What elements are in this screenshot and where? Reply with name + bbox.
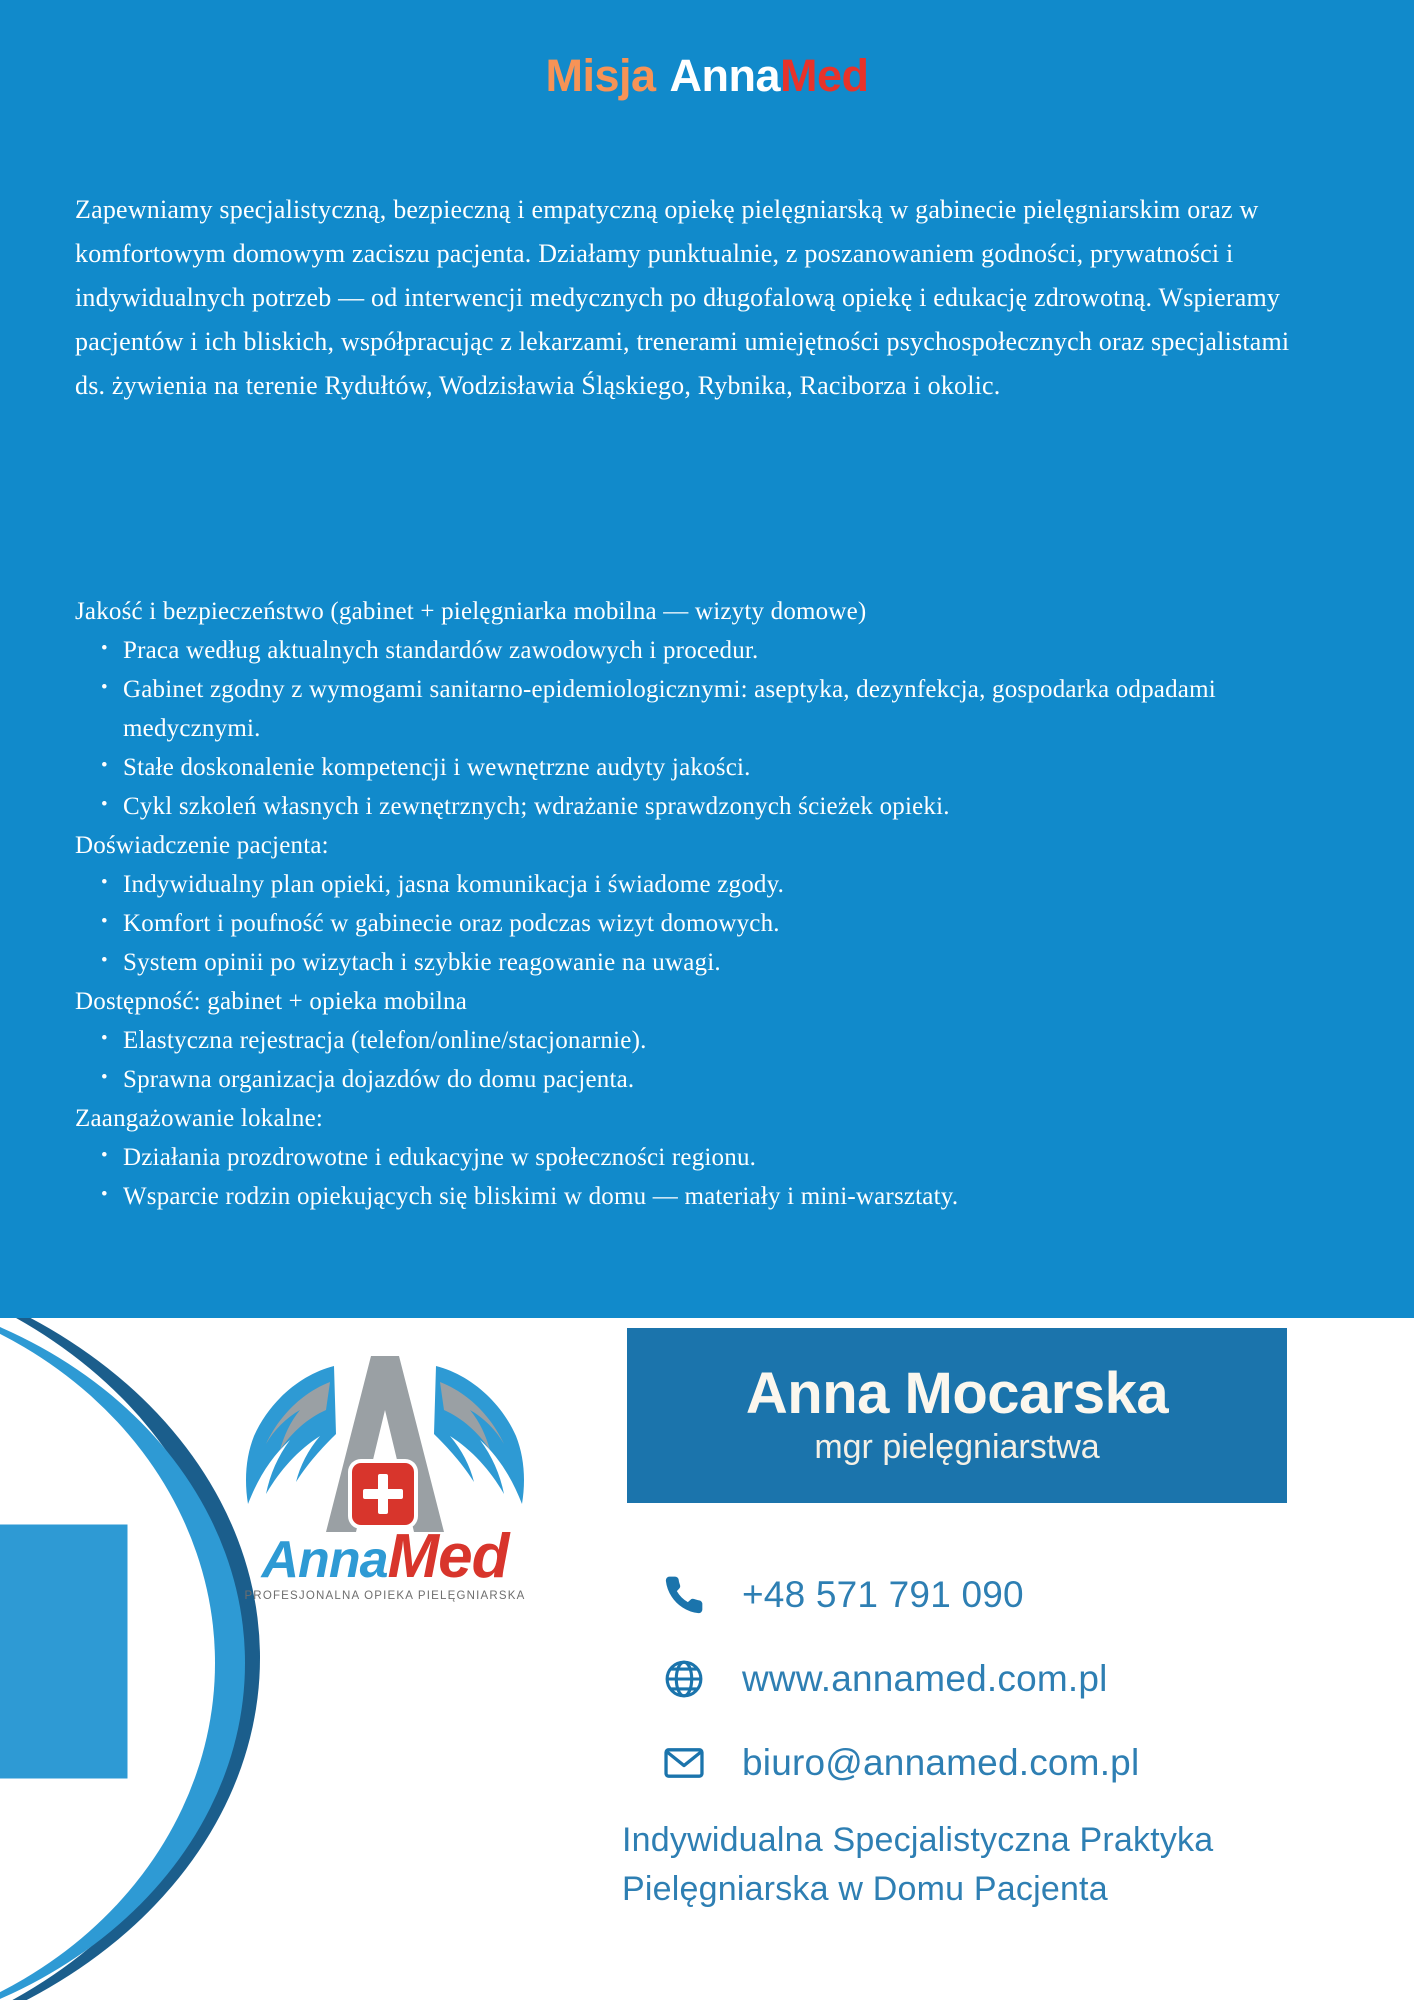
wing-right-icon: [432, 1360, 528, 1510]
contact-row-phone[interactable]: [660, 1553, 1360, 1637]
list-item: • Stałe doskonalenie kompetencji i wewnętrzne audyty jakości.: [75, 748, 1345, 787]
logo-tagline: PROFESJONALNA OPIEKA PIELĘGNIARSKA: [244, 1590, 526, 1602]
logo-wordmark: [240, 1522, 530, 1591]
section-quality: [75, 592, 1345, 826]
section-local-engagement: [75, 1099, 1345, 1216]
person-name: Anna Mocarska: [745, 1361, 1169, 1427]
title-part-anna: Anna: [669, 50, 781, 101]
contact-row-website[interactable]: [660, 1637, 1360, 1721]
contact-row-email[interactable]: [660, 1721, 1360, 1805]
person-degree: mgr pielęgniarstwa: [814, 1428, 1100, 1467]
section-heading: Dostępność: gabinet + opieka mobilna: [75, 988, 468, 1015]
title-part-misja: Misja: [545, 50, 656, 101]
mission-paragraph: Zapewniamy specjalistyczną, bezpieczną i empatyczną opiekę pielęgniarską w gabinecie pielęgniarskim oraz w komfortowym domowym zaciszu pacjenta. Działamy punktualnie, z poszanowaniem godności, prywatności i indywidualnych potrzeb — od interwencji medycznych po długofalową opiekę i edukację zdrowotną. Wspieramy pacjentów i ich bliskich, współpracując z lekarzami, trenerami umiejętności psychospołecznych oraz specjalistami ds. żywienia na terenie Rydułtów, Wodzisławia Śląskiego, Rybnika, Raciborza i okolic.: [75, 195, 1290, 400]
section-heading: Zaangażowanie lokalne:: [75, 1105, 324, 1132]
globe-icon: [660, 1655, 708, 1703]
phone-value[interactable]: +48 571 791 090: [742, 1574, 1024, 1615]
tagline-line-1: Indywidualna Specjalistyczna Praktyka: [622, 1821, 1214, 1859]
practice-tagline: [622, 1816, 1382, 1914]
list-item: • Indywidualny plan opieki, jasna komunikacja i świadome zgody.: [75, 865, 1345, 904]
tagline-line-2: Pielęgniarska w Domu Pacjenta: [622, 1870, 1108, 1908]
list-item: • Elastyczna rejestracja (telefon/online/stacjonarnie).: [75, 1021, 1345, 1060]
title-part-med: Med: [780, 50, 869, 101]
name-banner: [627, 1328, 1287, 1503]
list-item: • Cykl szkoleń własnych i zewnętrznych; wdrażanie sprawdzonych ścieżek opieki.: [75, 787, 1345, 826]
email-value[interactable]: biuro@annamed.com.pl: [742, 1742, 1140, 1783]
section-list: [75, 631, 1345, 826]
section-heading: Doświadczenie pacjenta:: [75, 832, 329, 859]
list-item: • Wsparcie rodzin opiekujących się bliskimi w domu — materiały i mini-warsztaty.: [75, 1177, 1345, 1216]
logo-word-anna: Anna: [261, 1531, 388, 1589]
annamed-logo: [240, 1338, 530, 1648]
mission-sections: [75, 592, 1345, 1216]
decorative-swoosh-inner: [0, 1318, 245, 2000]
section-list: [75, 865, 1345, 982]
section-list: [75, 1138, 1345, 1216]
wing-left-icon: [242, 1360, 338, 1510]
list-item: • Komfort i poufność w gabinecie oraz podczas wizyt domowych.: [75, 904, 1345, 943]
phone-icon: [660, 1571, 708, 1619]
section-list: [75, 1021, 1345, 1099]
logo-word-med: Med: [387, 1522, 509, 1591]
section-patient-experience: [75, 826, 1345, 982]
section-availability: [75, 982, 1345, 1099]
section-heading: Jakość i bezpieczeństwo (gabinet + pielęgniarka mobilna — wizyty domowe): [75, 598, 867, 625]
medical-cross-icon: [352, 1463, 414, 1525]
list-item: • Gabinet zgodny z wymogami sanitarno-epidemiologicznymi: aseptyka, dezynfekcja, gospodarka odpadami medycznymi.: [75, 670, 1345, 748]
page-title: [0, 52, 1414, 99]
list-item: • Działania prozdrowotne i edukacyjne w społeczności regionu.: [75, 1138, 1345, 1177]
list-item: • Sprawna organizacja dojazdów do domu pacjenta.: [75, 1060, 1345, 1099]
envelope-icon: [660, 1739, 708, 1787]
contact-list: [660, 1553, 1360, 1805]
list-item: • System opinii po wizytach i szybkie reagowanie na uwagi.: [75, 943, 1345, 982]
website-value[interactable]: www.annamed.com.pl: [742, 1658, 1108, 1699]
list-item: • Praca według aktualnych standardów zawodowych i procedur.: [75, 631, 1345, 670]
business-card: [0, 1318, 1414, 2000]
